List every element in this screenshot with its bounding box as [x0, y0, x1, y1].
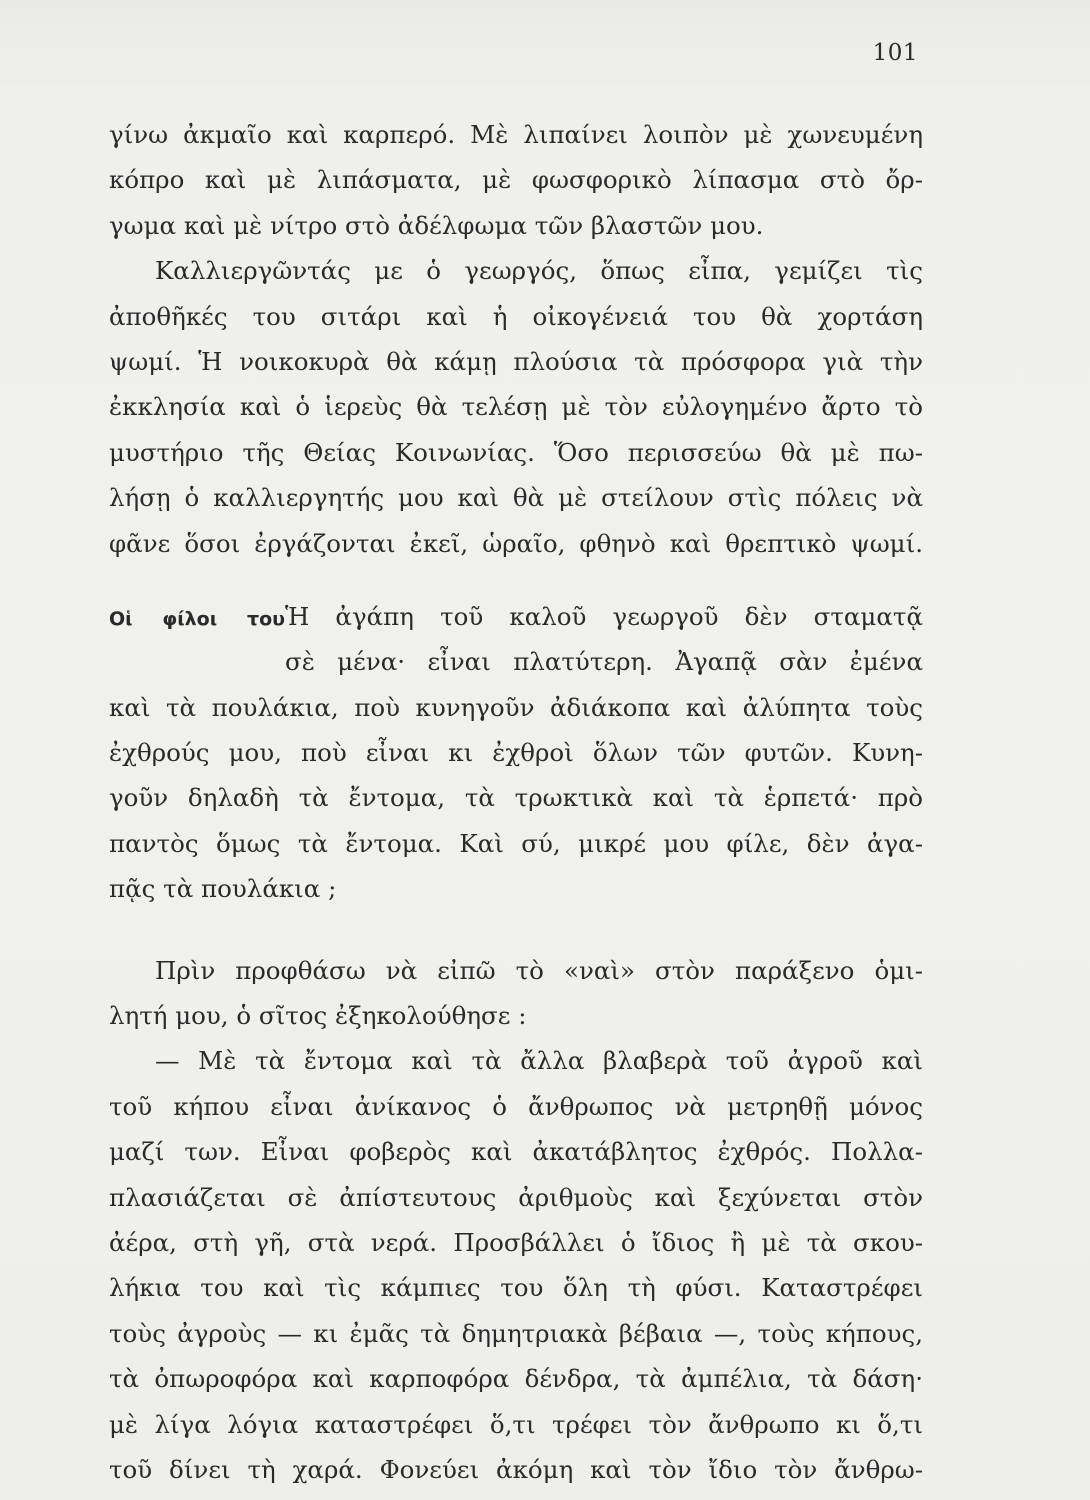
text-line: λητή μου, ὁ σῖτος ἐξηκολούθησε :	[109, 1001, 527, 1031]
text-line: λήκια του καὶ τὶς κάμπιες του ὅλη τὴ φύσι. Καταστρέφει	[109, 1273, 923, 1303]
text-line: κόπρο καὶ μὲ λιπάσματα, μὲ φωσφορικὸ λίπασμα στὸ ὄρ-	[109, 165, 923, 195]
text-line: Καλλιεργῶντάς με ὁ γεωργός, ὅπως εἶπα, γεμίζει τὶς	[155, 256, 923, 286]
text-line: ἐχθρούς μου, ποὺ εἶναι κι ἐχθροὶ ὅλων τῶν φυτῶν. Κυνη-	[109, 738, 923, 768]
text-line: γοῦν δηλαδὴ τὰ ἔντομα, τὰ τρωκτικὰ καὶ τὰ ἑρπετά· πρὸ	[109, 783, 923, 813]
text-line: γίνω ἀκμαῖο καὶ καρπερό. Μὲ λιπαίνει λοιπὸν μὲ χωνευμένη	[109, 120, 923, 149]
side-heading: Οἱ φίλοι του	[109, 607, 285, 630]
text-line: καὶ τὰ πουλάκια, ποὺ κυνηγοῦν ἀδιάκοπα καὶ ἀλύπητα τοὺς	[109, 692, 923, 722]
text-line: πᾷς τὰ πουλάκια ;	[109, 874, 337, 904]
text-line: τοὺς ἀγροὺς — κι ἐμᾶς τὰ δημητριακὰ βέβαια —, τοὺς κήπους,	[109, 1318, 923, 1348]
section-first-line	[109, 594, 923, 639]
text-line: μυστήριο τῆς Θείας Κοινωνίας. Ὅσο περισσεύω θὰ μὲ πω-	[109, 437, 923, 467]
text-line: φᾶνε ὅσοι ἐργάζονται ἐκεῖ, ὡραῖο, φθηνὸ καὶ θρεπτικὸ ψωμί.	[109, 528, 923, 558]
text-line: σὲ μένα· εἶναι πλατύτερη. Ἀγαπᾷ σὰν ἐμένα	[285, 647, 923, 677]
text-line: πλασιάζεται σὲ ἀπίστευτους ἀριθμοὺς καὶ ξεχύνεται στὸν	[109, 1182, 923, 1212]
body-text	[109, 112, 923, 1492]
text-line: ἐκκλησία καὶ ὁ ἱερεὺς θὰ τελέσῃ μὲ τὸν εὐλογημένο ἄρτο τὸ	[109, 392, 923, 422]
text-line: γωμα καὶ μὲ νίτρο στὸ ἀδέλφωμα τῶν βλαστῶν μου.	[109, 210, 764, 240]
text-line: — Μὲ τὰ ἔντομα καὶ τὰ ἄλλα βλαβερὰ τοῦ ἀγροῦ καὶ	[155, 1046, 923, 1076]
text-line: παντὸς ὅμως τὰ ἔντομα. Καὶ σύ, μικρέ μου φίλε, δὲν ἀγα-	[109, 828, 923, 858]
text-line: λήσῃ ὁ καλλιεργητής μου καὶ θὰ μὲ στείλουν στὶς πόλεις νὰ	[109, 483, 923, 513]
text-line: μαζί των. Εἶναι φοβερὸς καὶ ἀκατάβλητος ἐχθρός. Πολλα-	[109, 1137, 923, 1167]
text-line: ἀποθῆκές του σιτάρι καὶ ἡ οἰκογένειά του θὰ χορτάση	[109, 301, 923, 331]
text-line: Πρὶν προφθάσω νὰ εἰπῶ τὸ «ναὶ» στὸν παράξενο ὁμι-	[155, 955, 923, 985]
text-line: τὰ ὀπωροφόρα καὶ καρποφόρα δένδρα, τὰ ἀμπέλια, τὰ δάση·	[109, 1364, 923, 1394]
text-line: μὲ λίγα λόγια καταστρέφει ὅ,τι τρέφει τὸν ἄνθρωπο κι ὅ,τι	[109, 1409, 923, 1439]
page-number: 101	[872, 40, 918, 66]
text-line: ἀέρα, στὴ γῆ, στὰ νερά. Προσβάλλει ὁ ἴδιος ἢ μὲ τὰ σκου-	[109, 1227, 923, 1257]
text-line: τοῦ κήπου εἶναι ἀνίκανος ὁ ἄνθρωπος νὰ μετρηθῇ μόνος	[109, 1091, 923, 1121]
text-line: Ἡ ἀγάπη τοῦ καλοῦ γεωργοῦ δὲν σταματᾷ	[285, 601, 923, 631]
text-line: τοῦ δίνει τὴ χαρά. Φονεύει ἀκόμη καὶ τὸν ἴδιο τὸν ἄνθρω-	[109, 1454, 923, 1484]
text-line: ψωμί. Ἡ νοικοκυρὰ θὰ κάμῃ πλούσια τὰ πρόσφορα γιὰ τὴν	[109, 346, 923, 376]
